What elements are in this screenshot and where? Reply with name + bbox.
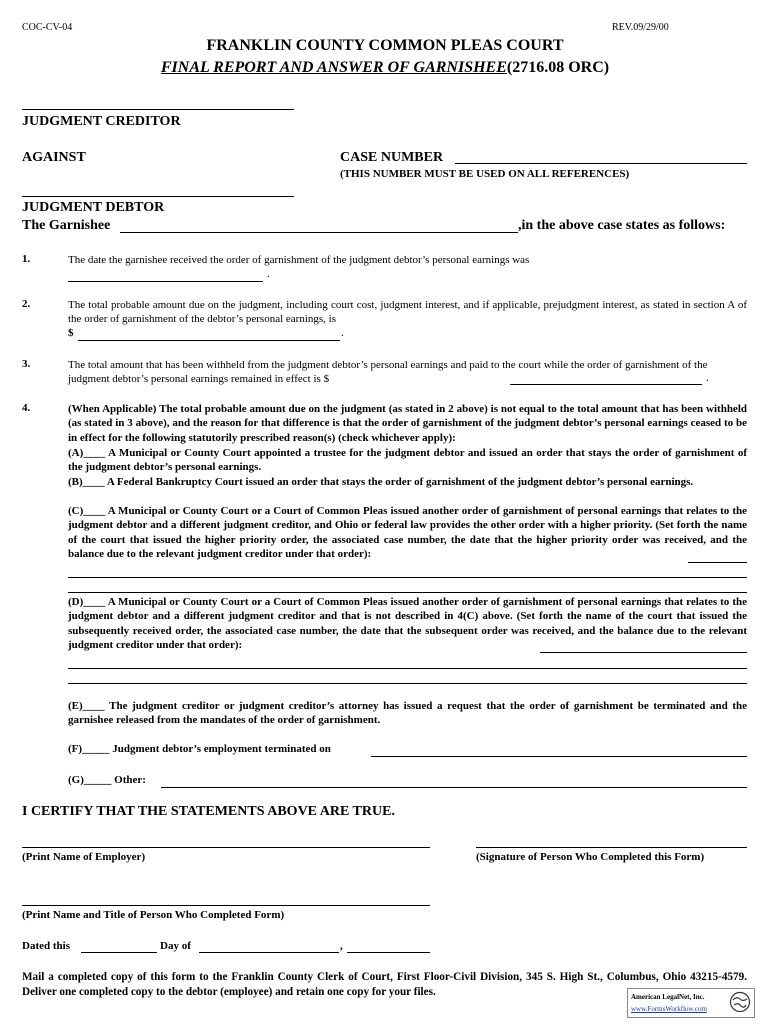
item-3-text: The total amount that has been withheld from the judgment debtor’s personal earnings and paid to the court while the order of garnishment of the judgment debtor’s personal earnings remained in effect is $ [68,359,708,386]
signature-line[interactable] [476,847,747,848]
item-4d-checkbox[interactable]: (D)____ [68,596,106,608]
item-4g-other-line[interactable] [161,787,747,788]
debtor-name-line[interactable] [22,196,294,197]
legalnet-logo-name: American LegalNet, Inc. [631,993,705,1001]
creditor-name-line[interactable] [22,109,294,110]
year-line[interactable] [347,952,430,953]
item-4f-date-line[interactable] [371,756,747,757]
legalnet-logo-url: www.FormsWorkflow.com [631,1005,707,1013]
item-4b-text: A Federal Bankruptcy Court issued an order that stays the order of garnishment of the judgment debtor’s personal earnings. [106,476,694,488]
against-label: AGAINST [22,150,86,165]
print-name-label: (Print Name and Title of Person Who Completed Form) [22,909,285,921]
item-2-dollar: $ [68,327,74,339]
item-2-number: 2. [22,298,31,310]
form-subtitle [0,59,770,77]
item-4c-line-inline[interactable] [688,562,747,563]
item-4d-line-2[interactable] [68,683,747,684]
form-subtitle-code: (2716.08 ORC) [506,59,610,76]
garnishee-statement: ,in the above case states as follows: [518,218,726,233]
item-1-number: 1. [22,253,31,265]
legalnet-logo [627,988,755,1018]
form-id: COC-CV-04 [22,22,73,33]
item-4c [68,504,747,562]
garnishee-name-line[interactable] [120,232,518,233]
court-title: FRANKLIN COUNTY COMMON PLEAS COURT [206,37,564,54]
item-4a [68,446,747,475]
item-4f [68,743,331,755]
item-4e [68,699,747,728]
item-4g-checkbox[interactable]: (G)_____ [68,774,112,786]
item-2-period: . [341,327,344,339]
item-4c-checkbox[interactable]: (C)____ [68,505,106,517]
item-3-amount-line[interactable] [510,384,702,385]
item-2-amount-line[interactable] [78,340,340,341]
item-2-text: The total probable amount due on the judgment, including court cost, judgment interest, and if applicable, prejudgment interest, as stated in section A of the order of garnishment of the debtor’s personal earnings, is [68,299,747,326]
employer-name-label: (Print Name of Employer) [22,851,146,863]
item-4b [68,475,747,489]
item-4e-checkbox[interactable]: (E)____ [68,700,105,712]
certify-statement: I CERTIFY THAT THE STATEMENTS ABOVE ARE TRUE. [22,804,395,819]
dated-day-line[interactable] [81,952,157,953]
judgment-creditor-label: JUDGMENT CREDITOR [22,114,181,129]
item-4c-line-1[interactable] [68,577,747,578]
item-4c-line-2[interactable] [68,592,747,593]
globe-icon [729,991,751,1013]
item-4d [68,595,747,653]
signature-label: (Signature of Person Who Completed this Form) [476,851,705,863]
employer-name-line[interactable] [22,847,430,848]
day-of-label: Day of [160,940,191,952]
item-4f-checkbox[interactable]: (F)_____ [68,743,110,755]
item-3-period: . [706,372,709,384]
item-4b-checkbox[interactable]: (B)____ [68,476,105,488]
item-4-number: 4. [22,402,31,414]
form-subtitle-main: FINAL REPORT AND ANSWER OF GARNISHEE [160,59,507,76]
item-4c-text: A Municipal or County Court or a Court of Common Pleas issued another order of garnishment of personal earnings that relates to the judgment debtor and a different judgment creditor, and Ohio or federal law provides the other order with a higher priority. (Set forth the name of the court that issued the higher priority order, the associated case number, the date that the higher priority order was received, and the balance due to the relevant judgment creditor under that order): [68,505,747,561]
mailing-instructions: Mail a completed copy of this form to the Franklin County Clerk of Court, First Floor-Civil Division, 345 S. High St., Columbus, Ohio 43215-4579. Deliver one completed copy to the debtor (employee) and retain one copy for your files. [22,971,747,998]
item-4a-text: A Municipal or County Court appointed a trustee for the judgment debtor and issued an order that stays the order of garnishment of the judgment debtor’s personal earnings. [68,447,747,474]
item-3-number: 3. [22,358,31,370]
case-number-label: CASE NUMBER [340,150,444,165]
revision-date: REV.09/29/00 [612,22,669,33]
item-4g-text: Other: [114,774,146,786]
dated-this-label: Dated this [22,940,70,952]
item-4d-text: A Municipal or County Court or a Court of Common Pleas issued another order of garnishment of personal earnings that relates to the judgment debtor and a different judgment creditor and that is not described in 4(C) above. (Set forth the name of the court that issued the subsequently received order, the associated case number, the date that the subsequent order was received, and the balance due to the relevant judgment creditor under that order): [68,596,747,652]
case-number-note: (THIS NUMBER MUST BE USED ON ALL REFERENCES) [340,168,630,180]
item-4d-line-1[interactable] [68,668,747,669]
judgment-debtor-label: JUDGMENT DEBTOR [22,200,165,215]
item-4e-text: The judgment creditor or judgment creditor’s attorney has issued a request that the order of garnishment be terminated and the garnishee released from the mandates of the order of garnishment. [68,700,747,727]
date-comma: , [340,940,343,952]
item-4-text: (When Applicable) The total probable amount due on the judgment (as stated in 2 above) is not equal to the total amount that has been withheld (as stated in 3 above), and the reason for that difference is that the order of garnishment of the judgment debtor’s personal earnings ceased to be in effect for the following statutorily prescribed reason(s) (check whichever apply): [68,403,747,444]
item-4g [68,774,146,786]
case-number-line[interactable] [455,163,747,164]
month-line[interactable] [199,952,339,953]
item-1-text: The date the garnishee received the order of garnishment of the judgment debtor’s personal earnings was [68,254,530,266]
garnishee-label: The Garnishee [22,218,111,233]
item-4d-line-inline[interactable] [540,652,747,653]
print-name-line[interactable] [22,905,430,906]
item-4a-checkbox[interactable]: (A)____ [68,447,106,459]
item-1-date-line[interactable] [68,281,263,282]
item-1-period: . [267,268,270,280]
item-4f-text: Judgment debtor’s employment terminated on [112,743,331,755]
